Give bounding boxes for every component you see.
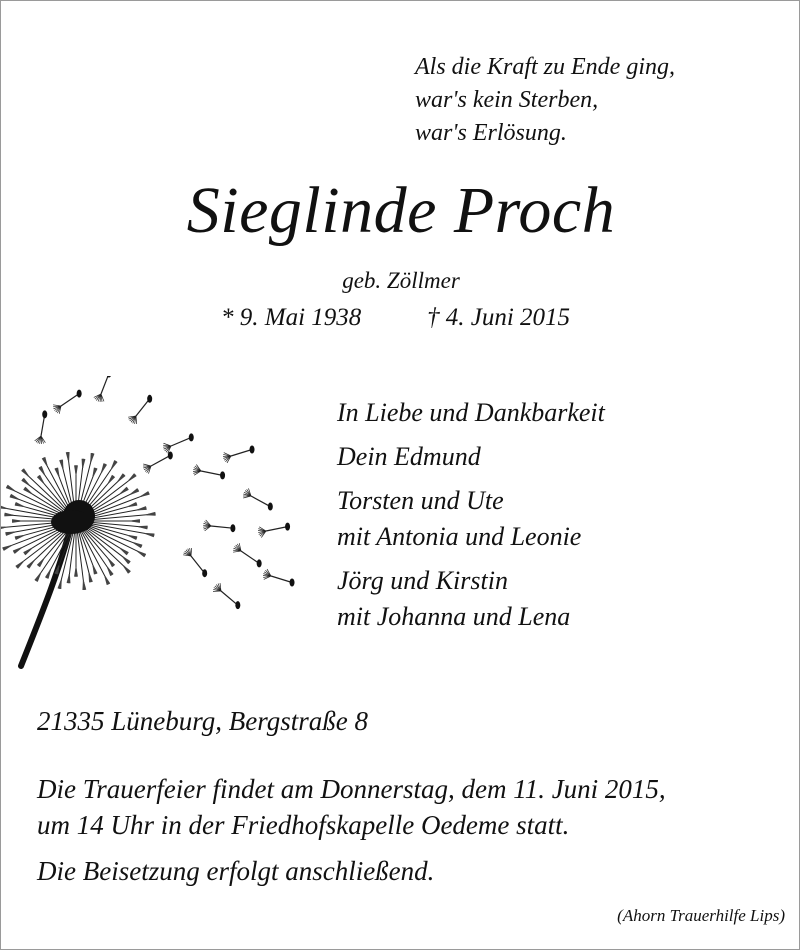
- quote-line: war's Erlösung.: [415, 120, 567, 146]
- funeral-line: um 14 Uhr in der Friedhofskapelle Oedeme statt.: [37, 810, 570, 840]
- mourner-line: Torsten und Ute: [337, 486, 504, 515]
- funeral-info: [37, 771, 666, 843]
- mourners-list: [337, 395, 605, 643]
- mourner-group: [337, 439, 605, 475]
- death-date: † 4. Juni 2015: [427, 304, 571, 331]
- birth-date: * 9. Mai 1938: [221, 304, 362, 331]
- mourner-line: mit Johanna und Lena: [337, 602, 571, 631]
- mourner-group: [337, 395, 605, 431]
- funeral-line: Die Trauerfeier findet am Donnerstag, dem 11. Juni 2015,: [37, 774, 666, 804]
- mourner-line: In Liebe und Dankbarkeit: [337, 398, 605, 427]
- quote-line: war's kein Sterben,: [415, 87, 599, 113]
- mourner-line: Dein Edmund: [337, 442, 481, 471]
- burial-info: Die Beisetzung erfolgt anschließend.: [37, 856, 435, 886]
- birth-name: geb. Zöllmer: [342, 268, 460, 293]
- mourner-line: mit Antonia und Leonie: [337, 522, 582, 551]
- funeral-home-credit: (Ahorn Trauerhilfe Lips): [617, 906, 785, 925]
- deceased-name: Sieglinde Proch: [186, 174, 616, 247]
- memorial-quote: [415, 51, 675, 150]
- mourner-group: [337, 563, 605, 635]
- family-address: 21335 Lüneburg, Bergstraße 8: [37, 706, 368, 736]
- quote-line: Als die Kraft zu Ende ging,: [415, 54, 675, 80]
- mourner-line: Jörg und Kirstin: [337, 566, 508, 595]
- mourner-group: [337, 483, 605, 555]
- dandelion-icon: [1, 376, 301, 676]
